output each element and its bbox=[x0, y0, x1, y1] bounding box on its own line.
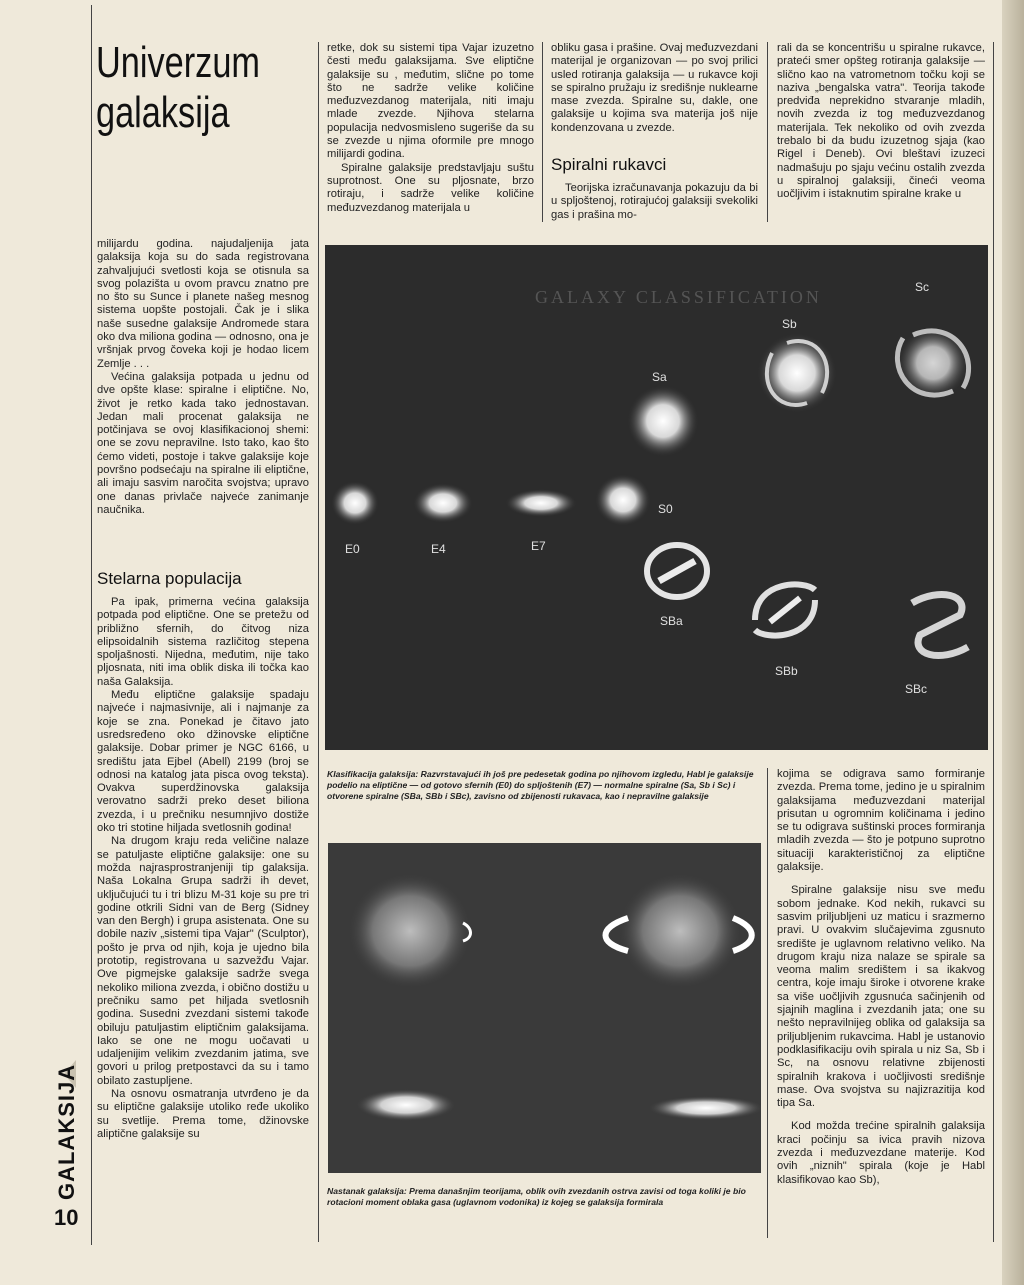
title-line-2: galaksija bbox=[96, 88, 230, 137]
page-title bbox=[96, 38, 260, 138]
column-rule-1 bbox=[318, 42, 319, 1242]
paragraph: Većina galaksija potpada u jednu od dve opšte klase: spiralne i eliptične. No, život je retko kada tako jednostavan. Jedan mali procenat galaksija ne potčinjava se ovoj klasifikacionoj shemi: one se zovu nepravilne. Isto tako, kao što ćemo videti, postoje i takve galaksije koje površno podsećaju na spiralne ili eliptične, ali imaju sasvim naročita svojstva; upravo one danas privlače najveće zanimanje naučnika. bbox=[97, 370, 309, 516]
paragraph: Pa ipak, primerna većina galaksija potpada pod eliptične. One se pretežu od približno sfernih, do čitvog niza elipsoidalnih sistema različitog stepena spoljašnosti. Nijedna, međutim, nije tako pljosnata, niti ima oblik diska ili točka kao naša Galaksija. bbox=[97, 596, 309, 688]
column-1-top bbox=[97, 238, 309, 517]
paragraph: Spiralne galaksije predstavljaju suštu suprotnost. One su pljosnate, brzo rotiraju, i sadrže velike količine međuzvezdanog materijala u bbox=[327, 161, 534, 214]
column-4-top bbox=[777, 42, 985, 202]
paragraph: rali da se koncentrišu u spiralne rukavce, prateći smer opšteg rotiranja galaksije — slično kao na vatrometnom točku koji se naziva „bengalska vatra". Teorija takođe predviđa neprekidno stvaranje mladih, novih zvezda iz tog međuzvezdanog materijala. Tek nekoliko od ovih zvezda trebalo bi da budu izuzetnog sjaja (kao Rigel i Deneb). Ovi bleštavi izuzeci nadmašuju po sjaju većinu ostalih zvezda u spiralnoj galaksiji, čineći veoma uočljivim i istaknutim spiralne krake u bbox=[777, 42, 985, 201]
gas-cloud-fast bbox=[618, 873, 742, 989]
left-margin-rule bbox=[91, 5, 92, 1245]
figure-1-caption: Klasifikacija galaksija: Razvrstavajući ih još pre pedesetak godina po njihovom izgledu, Habl je galaksije podelio na eliptične — od gotovo sfernih (E0) do spljoštenih (E7) — normalne spiralne (Sa, Sb i Sc) i otvorene spiralne (SBa, SBb i SBc), zavisno od zbijenosti rukavaca, kao i nepravilne galaksije bbox=[327, 769, 754, 801]
column-1-bottom bbox=[97, 596, 309, 1141]
paragraph: Na osnovu osmatranja utvrđeno je da su eliptične galaksije utoliko ređe ukoliko su svetlije. Prema tome, džinovske aliptične galaksije su bbox=[97, 1087, 309, 1140]
column-2 bbox=[327, 42, 534, 215]
paragraph: Spiralne galaksije nisu sve među sobom jednake. Kod nekih, rukavci su sasvim priljubljeni uz maticu i srazmerno pravi. U ovakvim slučajevima zgusnuto središte je uglavnom relativno veliko. Na drugom kraju niza nalaze se spirale sa veoma malim središtem i sa ikakvog centra, koje imaju široke i otvorene krake sa više uočljivih zgusnuća sačinjenih od sjajnih maglina i zvezdanih jata; one su nešto nepravilnijeg oblika od galaksija sa priljubljenim rukavcima. Habl je ustanovio podklasifikaciju ovih spirala u niz Sa, Sb i Sc, na osnovu relativne zbijenosti spiralnih krakova i uočljivosti središnje mase. Ova svojstva su najizrazitija kod tipa Sa. bbox=[777, 884, 985, 1110]
galaxy-sba bbox=[647, 545, 707, 597]
page-number: 10 bbox=[54, 1205, 79, 1230]
galaxy-e7 bbox=[505, 489, 577, 517]
label-e0: E0 bbox=[345, 542, 360, 556]
label-sbb: SBb bbox=[775, 664, 798, 678]
formation-diagram bbox=[328, 843, 761, 1173]
paragraph: milijardu godina. najudaljenija jata galaksija koja su do sada registrovana zahvaljujući svetlosti koja se otisnula sa svog polazišta u ovom pravcu znatno pre no što su Sunce i planete našeg mesnog sistema uopšte postojali. Čak je i slika naše susedne galaksije Andromede stara oko dva miliona godina — odnosno, ona je vršnjak prvog čoveka koji je hodao licem Zemlje . . . bbox=[97, 238, 309, 370]
svg-text:GALAKSIJA: GALAKSIJA bbox=[54, 1063, 79, 1200]
label-sbc: SBc bbox=[905, 682, 928, 696]
column-rule-4 bbox=[767, 768, 768, 1238]
label-s0: S0 bbox=[658, 502, 673, 516]
gas-cloud-slow bbox=[348, 873, 472, 989]
column-rule-5 bbox=[993, 42, 994, 1242]
column-rule-3 bbox=[767, 42, 768, 222]
paragraph: Teorijska izračunavanja pokazuju da bi u spljoštenoj, rotirajućoj galaksiji svekoliki gas i prašina mo- bbox=[551, 182, 758, 221]
galaxy-formation-photo bbox=[328, 843, 761, 1173]
section-heading: Spiralni rukavci bbox=[551, 155, 667, 174]
label-sba: SBa bbox=[660, 614, 683, 628]
figure-2-caption: Nastanak galaksija: Prema današnjim teorijama, oblik ovih zvezdanih ostrva zavisi od toga koliki je bio rotacioni moment oblaka gasa (uglavnom vodonika) iz kojeg se galaksija formirala bbox=[327, 1186, 746, 1207]
galaxy-sa bbox=[627, 385, 699, 457]
label-sc: Sc bbox=[915, 280, 930, 294]
column-3-bottom bbox=[551, 182, 758, 222]
galaxy-e0 bbox=[331, 481, 379, 525]
label-e7: E7 bbox=[531, 539, 546, 553]
paragraph: Među eliptične galaksije spadaju najveće i najmasivnije, ali i najmanje za koje se zna. Ponekad je čitavo jato usredsređeno oko džinovske eliptične galaksije. Dobar primer je NGC 6166, u središtu jata Ejbel (Abell) 2199 (broj se odnosi na katalog jata pisca ovog teksta). Ovakva superdžinovska galaksija verovatno sadrži preko deset biliona zvezda, i u prečniku nesumnjivo dostiže oko tri stotine hiljada svetlosnih godina! bbox=[97, 689, 309, 835]
section-heading: Stelarna populacija bbox=[97, 569, 242, 588]
paragraph: kojima se odigrava samo formiranje zvezda. Prema tome, jedino je u spiralnim galaksijama međuzvezdani materijal prisutan u ogromnim količinama i jedino se tu odigrava suštinski proces formiranja mladih zvezda — što je potpuno suprotno situaciji karakterističnoj za eliptične galaksije. bbox=[777, 768, 985, 874]
galaxy-sc bbox=[897, 327, 969, 399]
title-line-1: Univerzum bbox=[96, 38, 261, 87]
column-rule-2 bbox=[542, 42, 543, 222]
result-spiral bbox=[648, 1096, 761, 1120]
galaxy-sb bbox=[757, 333, 837, 413]
paragraph: retke, dok su sistemi tipa Vajar izuzetno česti među galaksijama. Sve eliptične galaksije su , međutim, slične po tome što ne sadrže velike količine međuzvezdanog materijala, niti imaju mlade zvezde. Njihova stelarna populacija nedvosmisleno sugeriše da su se zvezde u njima oformile pre mnogo milijardi godina. bbox=[327, 42, 534, 161]
paragraph: obliku gasa i prašine. Ovaj međuzvezdani materijal je organizovan — po svoj prilici usled rotiranja galaksija — u rukavce koji se spiralno pružaju iz središnje nuklearne mase zvezda. Spiralne su, dakle, one galaksije u kojima sva materija još nije kondenzovana u zvezde. bbox=[551, 42, 758, 134]
page-edge bbox=[1002, 0, 1024, 1285]
result-elliptical bbox=[356, 1089, 456, 1121]
faint-title: GALAXY CLASSIFICATION bbox=[535, 287, 822, 307]
galaxy-e4 bbox=[413, 483, 473, 523]
paragraph: Na drugom kraju reda veličine nalaze se patuljaste eliptične galaksije: one su možda najrasprostranjeniji tip galaksija. Naša Lokalna Grupa sadrži ih devet, uključujući tu i tri blizu M-31 koje su pre tri godine otkrili Sidni van de Berg (Sidney van den Bergh) i grupa asistenata. One su dobile naziv „sistemi tipa Vajar" (Sculptor), pošto je prva od njih, koja je ujedno bila prototip, registrovana u sazvežđu Vajar. Ove pigmejske galaksije sadrže svega nekoliko miliona zvezda, i obično dostižu u prečniku samo pet hiljada svetlosnih godina. Susedni zvezdani sistemi takođe obiluju patuljastim eliptičnim galaksijama. Iako se one ne mogu uočavati u udaljenijim velikim zvezdanim jatima, sve govori u prilog pretpostavci da su i tamo obilato zastupljene. bbox=[97, 835, 309, 1087]
paragraph: Kod možda trećine spiralnih galaksija kraci počinju sa ivica pravih nizova zvezda i međuzvezdane materije. Kod ovih „niznih" spirala (koje je Habl klasifikovao kao Sb), bbox=[777, 1120, 985, 1186]
galaxy-s0 bbox=[595, 474, 651, 526]
label-sb: Sb bbox=[782, 317, 797, 331]
label-sa: Sa bbox=[652, 370, 667, 384]
column-3-top bbox=[551, 42, 758, 135]
galaxy-diagram bbox=[325, 245, 988, 750]
galaxy-classification-photo bbox=[325, 245, 988, 750]
label-e4: E4 bbox=[431, 542, 446, 556]
column-4-bottom bbox=[777, 768, 985, 1187]
